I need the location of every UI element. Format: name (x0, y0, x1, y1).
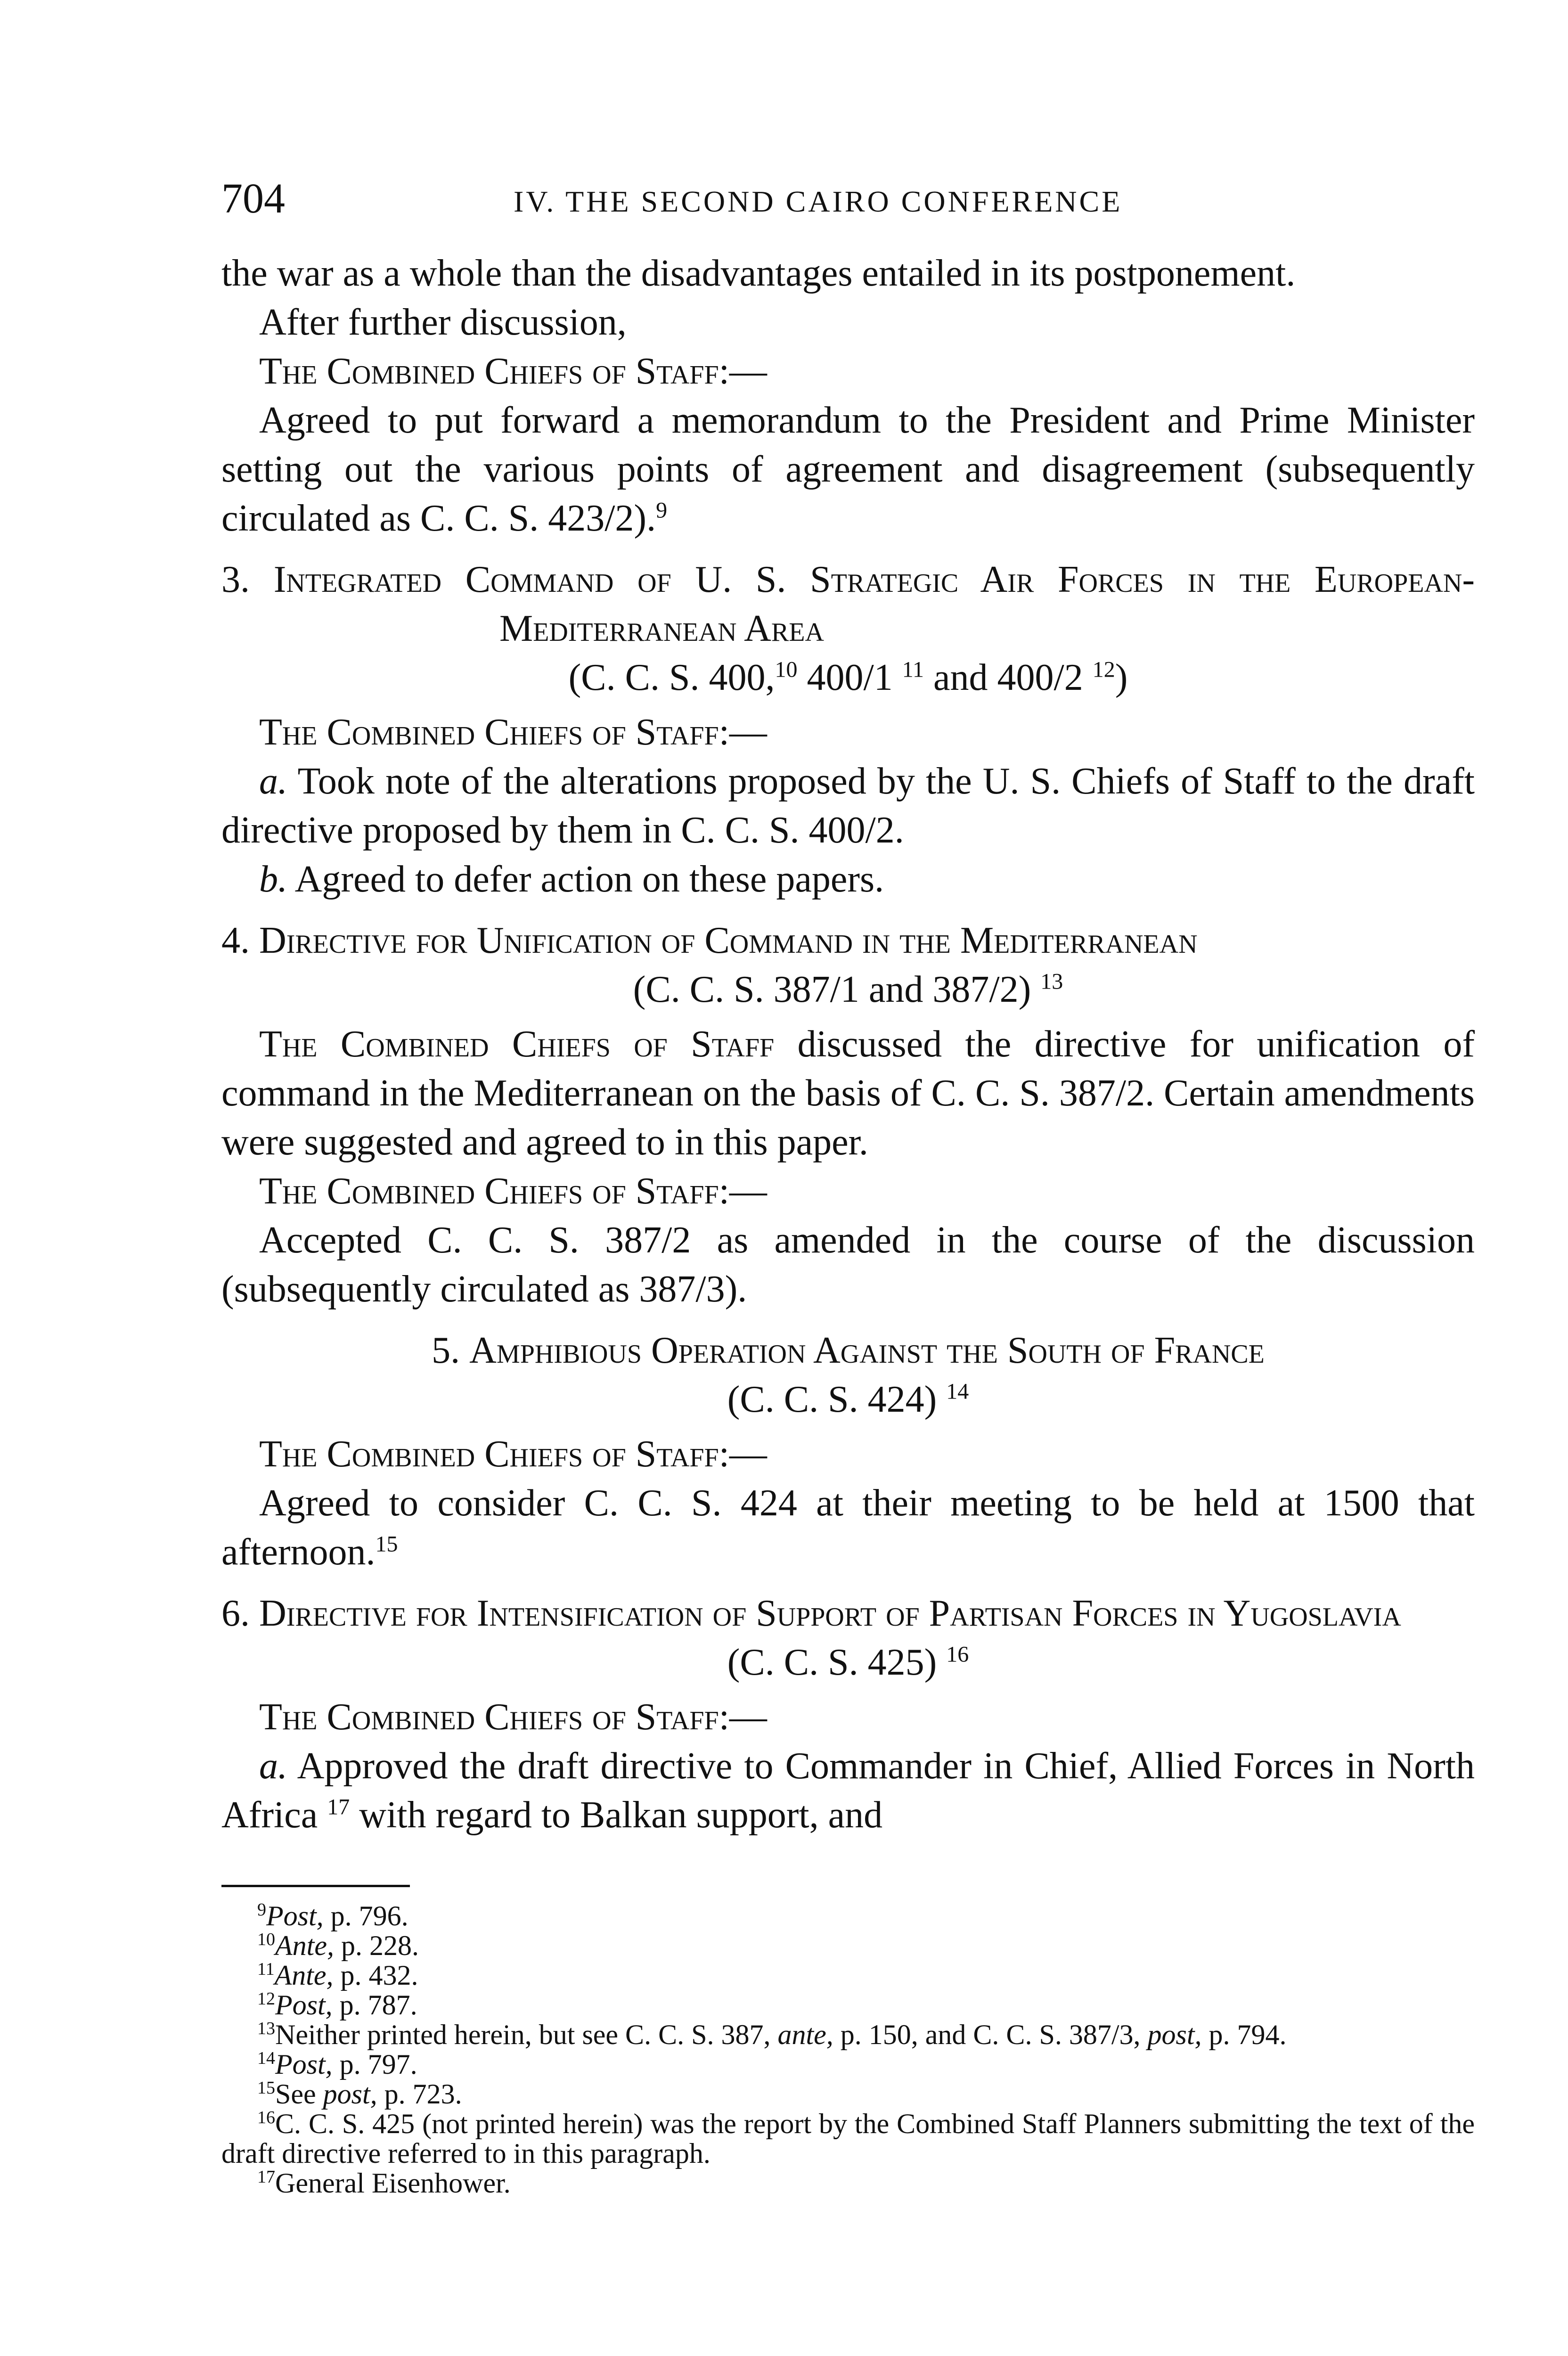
section-6-title: Directive for Intensification of Support of Partisan Forces in Yugoslavia (259, 1593, 1401, 1634)
section-4-reference (221, 965, 1475, 1014)
footnote-15 (221, 2079, 1475, 2109)
footnote-text: p. 787. (332, 1989, 417, 2021)
footnote-number: 11 (257, 1959, 275, 1979)
running-title: IV. THE SECOND CAIRO CONFERENCE (514, 185, 1123, 218)
footnote-text: p. 228. (334, 1930, 419, 1961)
footnote-italic: Ante, (274, 1960, 334, 1991)
footnote-italic: Ante, (275, 1930, 334, 1961)
page-number: 704 (221, 175, 285, 222)
page-header (221, 174, 1475, 230)
footnotes (221, 1901, 1475, 2198)
footnote-ref-14: 14 (946, 1379, 969, 1404)
paragraph-memorandum (221, 396, 1475, 543)
footnote-10 (221, 1931, 1475, 1961)
section-5-title: Amphibious Operation Against the South of France (469, 1330, 1265, 1371)
footnote-ref-9: 9 (656, 498, 668, 523)
footnote-ref-11: 11 (902, 657, 924, 682)
section-6-reference (221, 1638, 1475, 1687)
footnote-text: p. 723. (377, 2078, 462, 2110)
footnote-17 (221, 2168, 1475, 2198)
footnote-text: p. 794. (1201, 2019, 1287, 2050)
s3-ref-d: ) (1115, 657, 1128, 698)
footnote-number: 17 (257, 2167, 275, 2187)
footnote-number: 15 (257, 2078, 275, 2098)
memorandum-text: Agreed to put forward a memorandum to the President and Prime Minister setting out the various points of agreement and disagreement (subsequently circulated as C. C. S. 423/2). (221, 400, 1475, 539)
section-3-item-b (221, 855, 1475, 904)
footnote-text: Neither printed herein, but see C. C. S. 387, (275, 2019, 778, 2050)
section-3-title: Integrated Command of U. S. Strategic Air Forces in the European-Mediterranean Area (273, 559, 1475, 649)
s3-ref-b: 400/1 (797, 657, 902, 698)
footnote-ref-16: 16 (946, 1642, 969, 1667)
footnote-text: General Eisenhower. (275, 2168, 511, 2199)
section-3-heading (221, 555, 1475, 653)
footnote-italic: Post, (275, 1989, 333, 2021)
section-5-text (221, 1479, 1475, 1577)
footnote-text: p. 797. (332, 2049, 417, 2080)
ccs-label (221, 347, 1475, 396)
ccs-label (221, 1430, 1475, 1479)
section-6-number: 6. (221, 1593, 259, 1634)
s6-a-text1: Approved the draft directive to Commander in Chief, Allied Forces in North Africa (221, 1745, 1475, 1836)
section-4-discussion (221, 1020, 1475, 1167)
footnote-12 (221, 1990, 1475, 2020)
s5-ref: (C. C. S. 424) (727, 1379, 947, 1420)
footnote-italic: ante, (777, 2019, 833, 2050)
paragraph-continuation: the war as a whole than the disadvantages entailed in its postponement. (221, 253, 1296, 294)
section-3-number: 3. (221, 559, 274, 600)
footnote-text: p. 150, and C. C. S. 387/3, (833, 2019, 1148, 2050)
section-4-accepted: Accepted C. C. S. 387/2 as amended in the course of the discussion (subsequently circulated as 387/3). (221, 1219, 1475, 1310)
item-marker-a: a. (259, 1745, 287, 1787)
ccs-label (221, 708, 1475, 757)
document-page (221, 174, 1475, 2198)
ccs-name: The Combined Chiefs of Staff (259, 1696, 719, 1738)
s3-a-text: Took note of the alterations proposed by the U. S. Chiefs of Staff to the draft directive proposed by them in C. C. S. 400/2. (221, 761, 1475, 851)
s3-b-text: Agreed to defer action on these papers. (294, 859, 884, 900)
footnote-ref-10: 10 (775, 657, 798, 682)
ccs-name: The Combined Chiefs of Staff (259, 1023, 775, 1065)
footnote-divider (221, 1885, 410, 1887)
section-5-number: 5. (432, 1330, 470, 1371)
footnote-italic: post, (323, 2078, 377, 2110)
s3-ref-a: (C. C. S. 400, (568, 657, 775, 698)
footnote-italic: post, (1147, 2019, 1202, 2050)
footnote-ref-17: 17 (327, 1794, 350, 1820)
ccs-colon: :— (719, 1433, 767, 1475)
footnote-number: 9 (257, 1900, 266, 1920)
s4-text1: discussed the directive for unification of command in the Mediterranean on the basis of C. C. S. 387/2. Certain amendments were suggested and agreed to in this paper. (221, 1023, 1475, 1163)
ccs-name: The Combined Chiefs of Staff (259, 712, 719, 753)
footnote-ref-12: 12 (1092, 657, 1115, 682)
footnote-14 (221, 2050, 1475, 2079)
ccs-colon: :— (719, 712, 767, 753)
section-4-heading (221, 916, 1475, 965)
section-5-heading (221, 1326, 1475, 1375)
footnote-number: 16 (257, 2108, 275, 2127)
section-6-heading (221, 1589, 1475, 1638)
footnote-text: p. 796. (323, 1900, 408, 1931)
s6-a-text2: with regard to Balkan support, and (350, 1794, 883, 1836)
s5-text: Agreed to consider C. C. S. 424 at their meeting to be held at 1500 that afternoon. (221, 1482, 1475, 1573)
s6-ref: (C. C. S. 425) (727, 1642, 947, 1683)
footnote-italic: Post, (266, 1900, 324, 1931)
section-4-title: Directive for Unification of Command in the Mediterranean (259, 920, 1198, 961)
item-marker-a: a. (259, 761, 287, 802)
footnote-number: 10 (257, 1930, 275, 1949)
ccs-colon: :— (719, 351, 767, 392)
footnote-11 (221, 1961, 1475, 1990)
footnote-text: p. 432. (333, 1960, 418, 1991)
section-6-item-a (221, 1742, 1475, 1840)
ccs-name: The Combined Chiefs of Staff (259, 1170, 719, 1212)
section-3-reference (221, 653, 1475, 702)
footnote-number: 14 (257, 2048, 275, 2068)
footnote-italic: Post, (275, 2049, 333, 2080)
footnote-number: 12 (257, 1989, 275, 2009)
s4-ref: (C. C. S. 387/1 and 387/2) (633, 969, 1041, 1010)
paragraph-further-discussion: After further discussion, (259, 302, 627, 343)
ccs-colon: :— (719, 1170, 767, 1212)
section-3-item-a (221, 757, 1475, 855)
ccs-name: The Combined Chiefs of Staff (259, 1433, 719, 1475)
item-marker-b: b. (259, 859, 287, 900)
footnote-number: 13 (257, 2019, 275, 2038)
section-5-reference (221, 1375, 1475, 1424)
footnote-ref-13: 13 (1040, 969, 1063, 994)
footnote-16 (221, 2109, 1475, 2168)
footnote-9 (221, 1901, 1475, 1931)
ccs-label (221, 1167, 1475, 1216)
footnote-text: See (275, 2078, 323, 2110)
ccs-label (221, 1693, 1475, 1742)
footnote-ref-15: 15 (375, 1531, 398, 1557)
footnote-13 (221, 2020, 1475, 2050)
s3-ref-c: and 400/2 (923, 657, 1093, 698)
ccs-colon: :— (719, 1696, 767, 1738)
section-4-number: 4. (221, 920, 259, 961)
footnote-text: C. C. S. 425 (not printed herein) was the report by the Combined Staff Planners submitting the text of the draft directive referred to in this paragraph. (221, 2108, 1475, 2169)
ccs-name: The Combined Chiefs of Staff (259, 351, 719, 392)
